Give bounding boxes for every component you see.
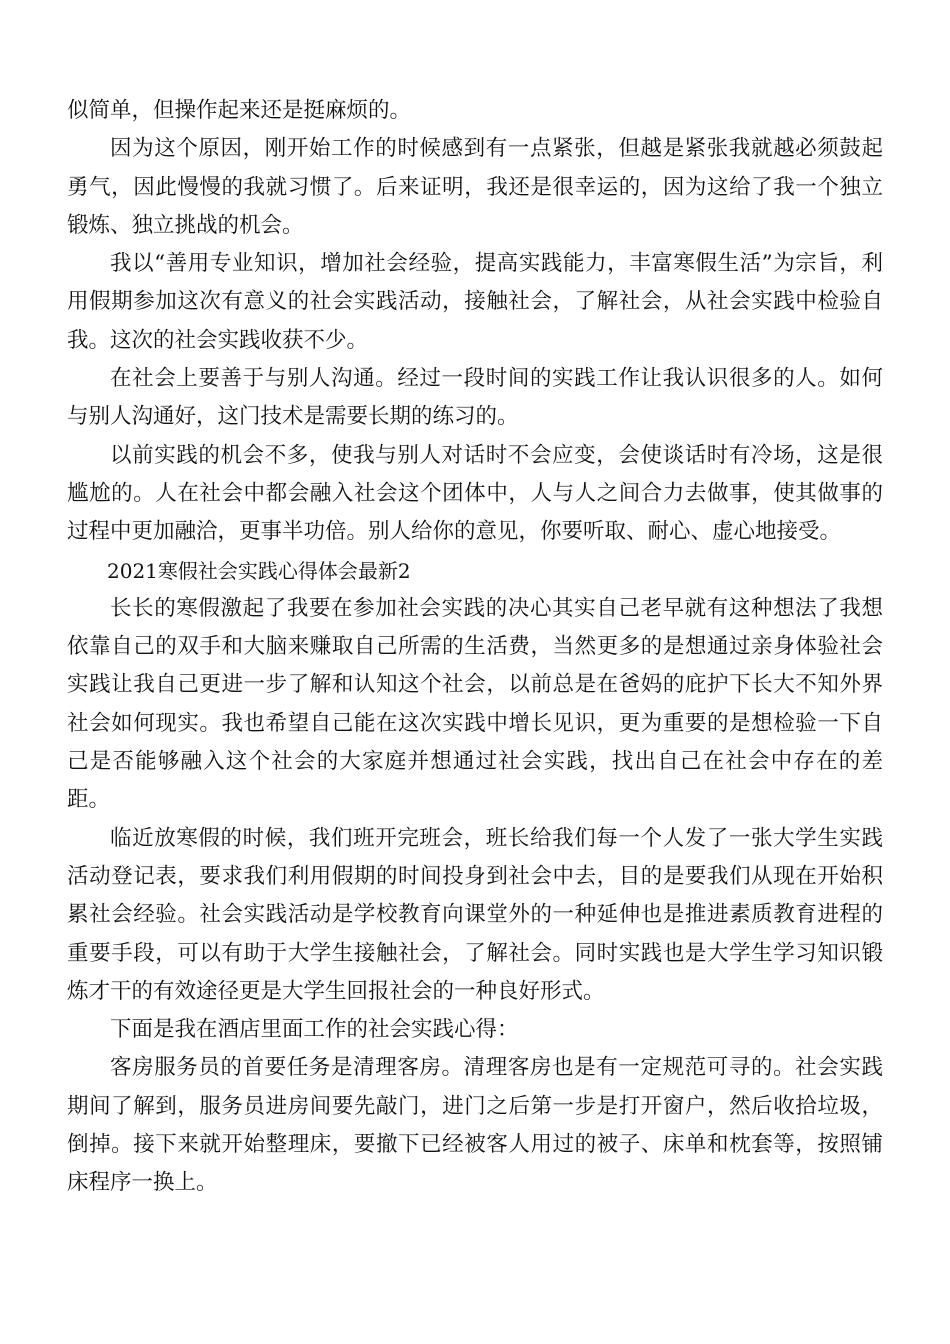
- paragraph: 以前实践的机会不多，使我与别人对话时不会应变，会使谈话时有冷场，这是很尴尬的。人在社会中都会融入社会这个团体中，人与人之间合力去做事，使其做事的过程中更加融洽，更事半功倍。别人给你的意见，你要听取、耐心、虚心地接受。: [67, 442, 883, 545]
- paragraph: 下面是我在酒店里面工作的社会实践心得：: [110, 1017, 519, 1043]
- paragraph: 长长的寒假激起了我要在参加社会实践的决心其实自己老早就有这种想法了我想依靠自己的双手和大脑来赚取自己所需的生活费，当然更多的是想通过亲身体验社会实践让我自己更进一步了解和认知这个社会，以前总是在爸妈的庇护下长大不知外界社会如何现实。我也希望自己能在这次实践中增长见识，更为重要的是想检验一下自己是否能够融入这个社会的大家庭并想通过社会实践，找出自己在社会中存在的差距。: [67, 595, 883, 813]
- paragraph: 我以“善用专业知识，增加社会经验，提高实践能力，丰富寒假生活”为宗旨，利用假期参加这次有意义的社会实践活动，接触社会，了解社会，从社会实践中检验自我。这次的社会实践收获不少。: [67, 251, 883, 353]
- paragraph: 因为这个原因，刚开始工作的时候感到有一点紧张，但越是紧张我就越必须鼓起勇气，因此慢慢的我就习惯了。后来证明，我还是很幸运的，因为这给了我一个独立锻炼、独立挑战的机会。: [67, 136, 883, 238]
- paragraph: 客房服务员的首要任务是清理客房。清理客房也是有一定规范可寻的。社会实践期间了解到，服务员进房间要先敲门，进门之后第一步是打开窗户，然后收拾垃圾，倒掉。接下来就开始整理床，要撤下已经被客人用过的被子、床单和枕套等，按照铺床程序一换上。: [67, 1055, 883, 1196]
- section-heading: 2021寒假社会实践心得体会最新2: [107, 558, 411, 583]
- paragraph-continuation: 似简单，但操作起来还是挺麻烦的。: [67, 98, 412, 123]
- paragraph: 临近放寒假的时候，我们班开完班会，班长给我们每一个人发了一张大学生实践活动登记表，要求我们利用假期的时间投身到社会中去，目的是要我们从现在开始积累社会经验。社会实践活动是学校教育向课堂外的一种延伸也是推进素质教育进程的重要手段，可以有助于大学生接触社会，了解社会。同时实践也是大学生学习知识锻炼才干的有效途径更是大学生回报社会的一种良好形式。: [67, 825, 883, 1004]
- paragraph: 在社会上要善于与别人沟通。经过一段时间的实践工作让我认识很多的人。如何与别人沟通好，这门技术是需要长期的练习的。: [67, 366, 883, 430]
- document-body: [67, 92, 883, 1203]
